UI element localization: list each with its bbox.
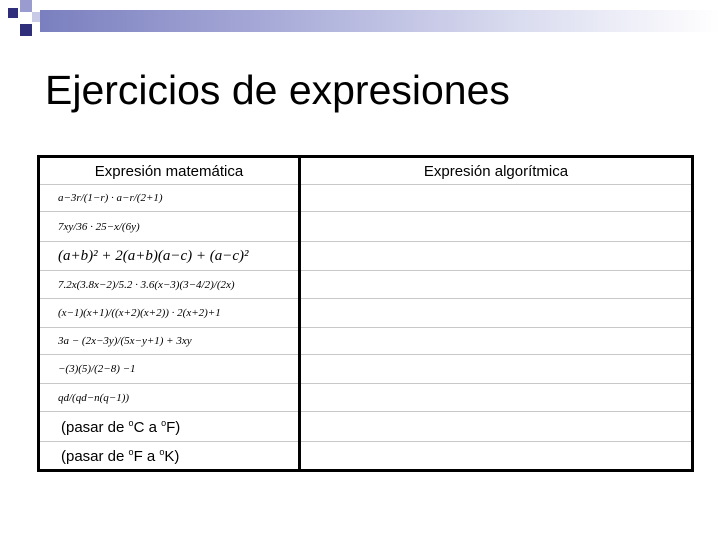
answer-cell[interactable] [300,384,693,412]
math-cell: (x−1)(x+1)/((x+2)(x+2)) · 2(x+2)+1 [39,299,300,328]
answer-cell[interactable] [300,212,693,242]
answer-cell[interactable] [300,242,693,271]
math-cell: qd/(qd−n(q−1)) [39,384,300,412]
answer-cell[interactable] [300,328,693,355]
answer-cell[interactable] [300,299,693,328]
answer-cell[interactable] [300,442,693,471]
table-row [39,355,693,384]
conversion-instruction: (pasar de $^o$C a $^o$F) [61,417,181,436]
math-cell: −(3)(5)/(2−8) −1 [39,355,300,384]
answer-cell[interactable] [300,412,693,442]
math-cell: 7.2x(3.8x−2)/5.2 · 3.6(x−3)(3−4/2)/(2x) [39,271,300,299]
slide-title: Ejercicios de expresiones [45,67,510,113]
exercise-table [37,155,694,472]
math-cell [39,412,300,442]
table-row [39,185,693,212]
math-cell: 3a − (2x−3y)/(5x−y+1) + 3xy [39,328,300,355]
table-row [39,299,693,328]
math-cell: 7xy/36 · 25−x/(6y) [39,212,300,242]
conversion-instruction: (pasar de $^o$F a $^o$K) [61,446,180,465]
table-row [39,328,693,355]
table-row [39,242,693,271]
table-header-row [39,157,693,185]
header-algorithmic-expression: Expresión algorítmica [300,157,693,185]
table-row [39,384,693,412]
header-math-expression: Expresión matemática [39,157,300,185]
answer-cell[interactable] [300,271,693,299]
table-row [39,212,693,242]
math-cell [39,442,300,471]
answer-cell[interactable] [300,185,693,212]
table-row [39,271,693,299]
math-cell: (a+b)² + 2(a+b)(a−c) + (a−c)² [39,242,300,271]
answer-cell[interactable] [300,355,693,384]
math-cell: a−3r/(1−r) · a−r/(2+1) [39,185,300,212]
table-row [39,442,693,471]
header-gradient-bar [40,10,720,32]
table-row [39,412,693,442]
